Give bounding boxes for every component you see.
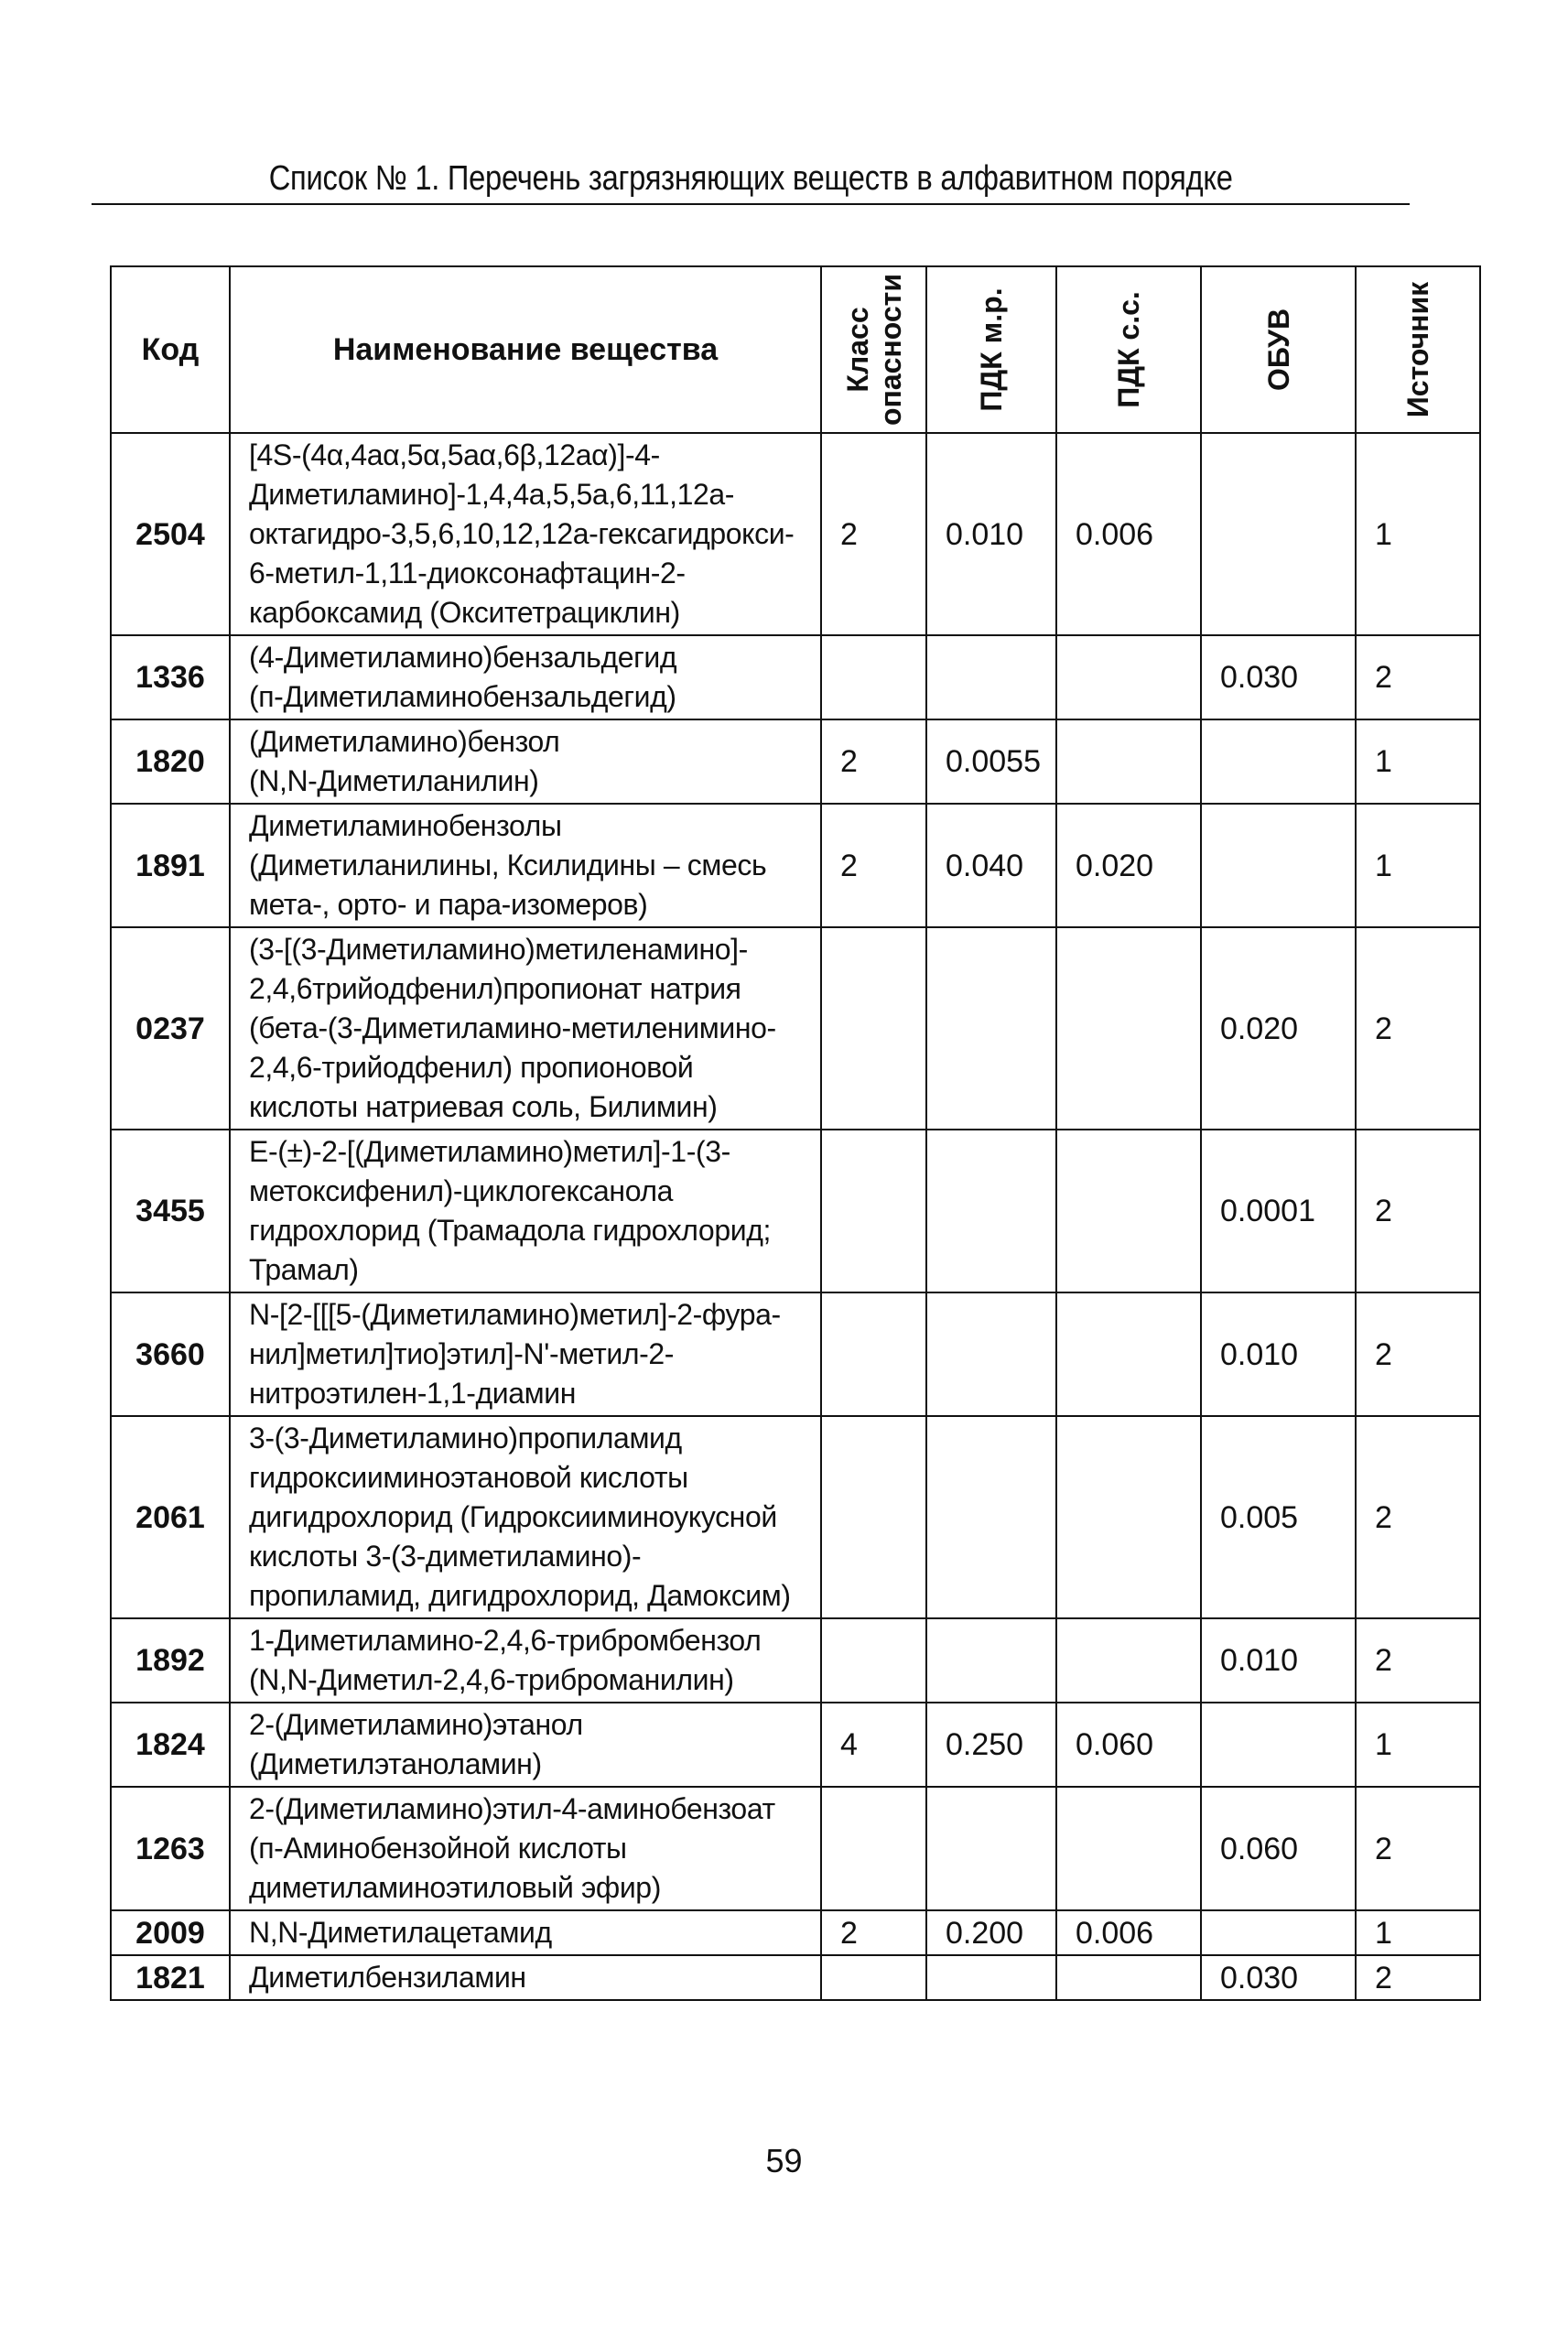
cell-pdk-ss: 0.006 <box>1056 433 1201 635</box>
substances-table <box>110 265 1481 2001</box>
table-row <box>111 1292 1480 1416</box>
cell-pdk-mr <box>926 1618 1056 1703</box>
cell-substance-name <box>230 1703 821 1787</box>
cell-substance-name <box>230 1416 821 1618</box>
page-title: Список № 1. Перечень загрязняющих веществ в алфавитном порядке <box>268 159 1233 198</box>
substance-name-line: мета-, орто- и пара-изомеров) <box>249 888 648 921</box>
substance-name-line: 6-метил-1,11-диоксонафтацин-2- <box>249 557 686 589</box>
cell-substance-name <box>230 1618 821 1703</box>
substance-name-line: дигидрохлорид (Гидроксииминоукусной <box>249 1500 777 1533</box>
cell-pdk-ss <box>1056 719 1201 804</box>
cell-pdk-mr <box>926 927 1056 1130</box>
cell-code: 1824 <box>111 1703 230 1787</box>
table-row <box>111 1787 1480 1910</box>
substance-name-line: пропиламид, дигидрохлорид, Дамоксим) <box>249 1579 791 1612</box>
cell-source: 1 <box>1356 1910 1480 1955</box>
cell-obuv: 0.020 <box>1201 927 1356 1130</box>
cell-hazard-class <box>821 1292 926 1416</box>
table-row <box>111 1955 1480 2000</box>
substance-name-line: 2,4,6-трийодфенил) пропионовой <box>249 1051 694 1084</box>
cell-hazard-class: 4 <box>821 1703 926 1787</box>
substance-name-line: Диметиламино]-1,4,4а,5,5а,6,11,12а- <box>249 478 735 511</box>
cell-substance-name <box>230 719 821 804</box>
cell-substance-name <box>230 804 821 927</box>
substance-name-line: (Диметилэтаноламин) <box>249 1747 542 1780</box>
cell-obuv <box>1201 1910 1356 1955</box>
substance-name-line: E-(±)-2-[(Диметиламино)метил]-1-(3- <box>249 1135 730 1168</box>
substance-name-line: нил]метил]тио]этил]-N'-метил-2- <box>249 1337 675 1370</box>
substance-name-line: 2,4,6трийодфенил)пропионат натрия <box>249 972 741 1005</box>
cell-pdk-mr <box>926 1416 1056 1618</box>
substance-name-line: (N,N-Диметил-2,4,6-триброманилин) <box>249 1663 734 1696</box>
cell-source: 2 <box>1356 1292 1480 1416</box>
cell-substance-name <box>230 927 821 1130</box>
cell-hazard-class <box>821 1130 926 1292</box>
cell-substance-name <box>230 1130 821 1292</box>
substance-name-line: [4S-(4α,4aα,5α,5aα,6β,12aα)]-4- <box>249 438 660 471</box>
cell-pdk-mr: 0.010 <box>926 433 1056 635</box>
cell-substance-name <box>230 1910 821 1955</box>
column-header-source <box>1356 266 1480 433</box>
cell-source: 1 <box>1356 719 1480 804</box>
substance-name-line: (3-[(3-Диметиламино)метиленамино]- <box>249 933 748 966</box>
substance-name-line: (Диметиланилины, Ксилидины – смесь <box>249 849 767 881</box>
cell-obuv <box>1201 1703 1356 1787</box>
table-row <box>111 1703 1480 1787</box>
cell-substance-name <box>230 1787 821 1910</box>
substance-name-line: (п-Диметиламинобензальдегид) <box>249 680 676 713</box>
cell-code: 1821 <box>111 1955 230 2000</box>
cell-pdk-ss <box>1056 1130 1201 1292</box>
cell-code: 1336 <box>111 635 230 719</box>
substance-name-line: (п-Аминобензойной кислоты <box>249 1832 627 1865</box>
substance-name-line: 2-(Диметиламино)этил-4-аминобензоат <box>249 1792 775 1825</box>
substance-name-line: N-[2-[[[5-(Диметиламино)метил]-2-фура- <box>249 1298 781 1331</box>
cell-obuv <box>1201 804 1356 927</box>
table-row <box>111 433 1480 635</box>
cell-code: 2061 <box>111 1416 230 1618</box>
substance-name-line: (Диметиламино)бензол <box>249 725 560 758</box>
table-body <box>111 433 1480 2000</box>
cell-obuv: 0.010 <box>1201 1618 1356 1703</box>
cell-obuv: 0.030 <box>1201 635 1356 719</box>
cell-source: 2 <box>1356 1787 1480 1910</box>
cell-pdk-mr <box>926 635 1056 719</box>
cell-source: 2 <box>1356 1955 1480 2000</box>
table-row <box>111 1618 1480 1703</box>
cell-source: 2 <box>1356 1618 1480 1703</box>
substance-name-line: кислоты натриевая соль, Билимин) <box>249 1090 718 1123</box>
cell-hazard-class <box>821 1955 926 2000</box>
cell-obuv: 0.030 <box>1201 1955 1356 2000</box>
cell-pdk-mr <box>926 1787 1056 1910</box>
cell-substance-name <box>230 433 821 635</box>
table-row <box>111 719 1480 804</box>
cell-code: 1263 <box>111 1787 230 1910</box>
cell-hazard-class: 2 <box>821 433 926 635</box>
substance-name-line: 2-(Диметиламино)этанол <box>249 1708 583 1741</box>
column-header-name: Наименование вещества <box>230 266 821 433</box>
cell-pdk-ss: 0.020 <box>1056 804 1201 927</box>
cell-hazard-class: 2 <box>821 804 926 927</box>
cell-pdk-mr: 0.040 <box>926 804 1056 927</box>
substance-name-line: (4-Диметиламино)бензальдегид <box>249 641 677 674</box>
substance-name-line: Диметилбензиламин <box>249 1961 526 1994</box>
cell-hazard-class <box>821 1618 926 1703</box>
substance-name-line: гидроксииминоэтановой кислоты <box>249 1461 688 1494</box>
cell-obuv: 0.0001 <box>1201 1130 1356 1292</box>
substance-name-line: 3-(3-Диметиламино)пропиламид <box>249 1422 682 1454</box>
substance-name-line: кислоты 3-(3-диметиламино)- <box>249 1540 642 1573</box>
cell-source: 2 <box>1356 927 1480 1130</box>
substance-name-line: карбоксамид (Окситетрациклин) <box>249 596 680 629</box>
table-header-row <box>111 266 1480 433</box>
table-row <box>111 1130 1480 1292</box>
table-row <box>111 1416 1480 1618</box>
substance-name-line: октагидро-3,5,6,10,12,12а-гексагидрокси- <box>249 517 795 550</box>
cell-source: 1 <box>1356 804 1480 927</box>
table-row <box>111 804 1480 927</box>
cell-code: 1891 <box>111 804 230 927</box>
cell-source: 1 <box>1356 1703 1480 1787</box>
cell-code: 2504 <box>111 433 230 635</box>
column-header-code: Код <box>111 266 230 433</box>
cell-obuv: 0.005 <box>1201 1416 1356 1618</box>
cell-pdk-ss: 0.060 <box>1056 1703 1201 1787</box>
cell-pdk-ss <box>1056 1955 1201 2000</box>
page-number: 59 <box>765 2142 803 2179</box>
column-header-hazard-class <box>821 266 926 433</box>
cell-pdk-ss <box>1056 635 1201 719</box>
cell-pdk-ss <box>1056 1787 1201 1910</box>
cell-code: 0237 <box>111 927 230 1130</box>
table-row <box>111 1910 1480 1955</box>
cell-pdk-ss <box>1056 1416 1201 1618</box>
column-header-pdk-ss <box>1056 266 1201 433</box>
cell-hazard-class <box>821 927 926 1130</box>
substance-name-line: нитроэтилен-1,1-диамин <box>249 1377 576 1410</box>
cell-substance-name <box>230 1955 821 2000</box>
page-header <box>92 154 1410 205</box>
table-row <box>111 927 1480 1130</box>
cell-hazard-class: 2 <box>821 1910 926 1955</box>
substance-name-line: 1-Диметиламино-2,4,6-трибромбензол <box>249 1624 762 1657</box>
cell-substance-name <box>230 1292 821 1416</box>
source-header-text: Источник <box>1401 281 1434 418</box>
substance-name-line: (бета-(3-Диметиламино-метиленимино- <box>249 1011 776 1044</box>
column-header-obuv <box>1201 266 1356 433</box>
substance-name-line: диметиламиноэтиловый эфир) <box>249 1871 661 1904</box>
hazard-header-line2: опасности <box>873 273 907 427</box>
cell-obuv <box>1201 719 1356 804</box>
cell-pdk-ss <box>1056 1292 1201 1416</box>
hazard-header-line1: Класс <box>840 307 874 393</box>
cell-hazard-class <box>821 1416 926 1618</box>
cell-source: 2 <box>1356 1416 1480 1618</box>
cell-pdk-mr <box>926 1130 1056 1292</box>
cell-code: 1892 <box>111 1618 230 1703</box>
pdk-mr-header-text: ПДК м.р. <box>975 287 1008 412</box>
cell-pdk-mr: 0.250 <box>926 1703 1056 1787</box>
substance-name-line: метоксифенил)-циклогексанола <box>249 1174 674 1207</box>
cell-substance-name <box>230 635 821 719</box>
substance-name-line: Трамал) <box>249 1253 359 1286</box>
cell-obuv: 0.060 <box>1201 1787 1356 1910</box>
cell-pdk-mr: 0.200 <box>926 1910 1056 1955</box>
cell-pdk-mr <box>926 1292 1056 1416</box>
cell-obuv: 0.010 <box>1201 1292 1356 1416</box>
cell-pdk-ss <box>1056 927 1201 1130</box>
cell-pdk-ss <box>1056 1618 1201 1703</box>
cell-hazard-class <box>821 1787 926 1910</box>
cell-code: 3660 <box>111 1292 230 1416</box>
cell-source: 2 <box>1356 635 1480 719</box>
cell-code: 1820 <box>111 719 230 804</box>
cell-pdk-ss: 0.006 <box>1056 1910 1201 1955</box>
substance-name-line: N,N-Диметилацетамид <box>249 1916 552 1949</box>
cell-source: 1 <box>1356 433 1480 635</box>
cell-code: 2009 <box>111 1910 230 1955</box>
column-header-pdk-mr <box>926 266 1056 433</box>
substance-name-line: (N,N-Диметиланилин) <box>249 764 539 797</box>
table-row <box>111 635 1480 719</box>
substance-name-line: гидрохлорид (Трамадола гидрохлорид; <box>249 1214 771 1247</box>
cell-code: 3455 <box>111 1130 230 1292</box>
cell-hazard-class: 2 <box>821 719 926 804</box>
cell-source: 2 <box>1356 1130 1480 1292</box>
cell-pdk-mr: 0.0055 <box>926 719 1056 804</box>
cell-obuv <box>1201 433 1356 635</box>
substance-name-line: Диметиламинобензолы <box>249 809 562 842</box>
cell-pdk-mr <box>926 1955 1056 2000</box>
cell-hazard-class <box>821 635 926 719</box>
pdk-ss-header-text: ПДК с.с. <box>1112 291 1145 408</box>
obuv-header-text: ОБУВ <box>1261 308 1295 392</box>
